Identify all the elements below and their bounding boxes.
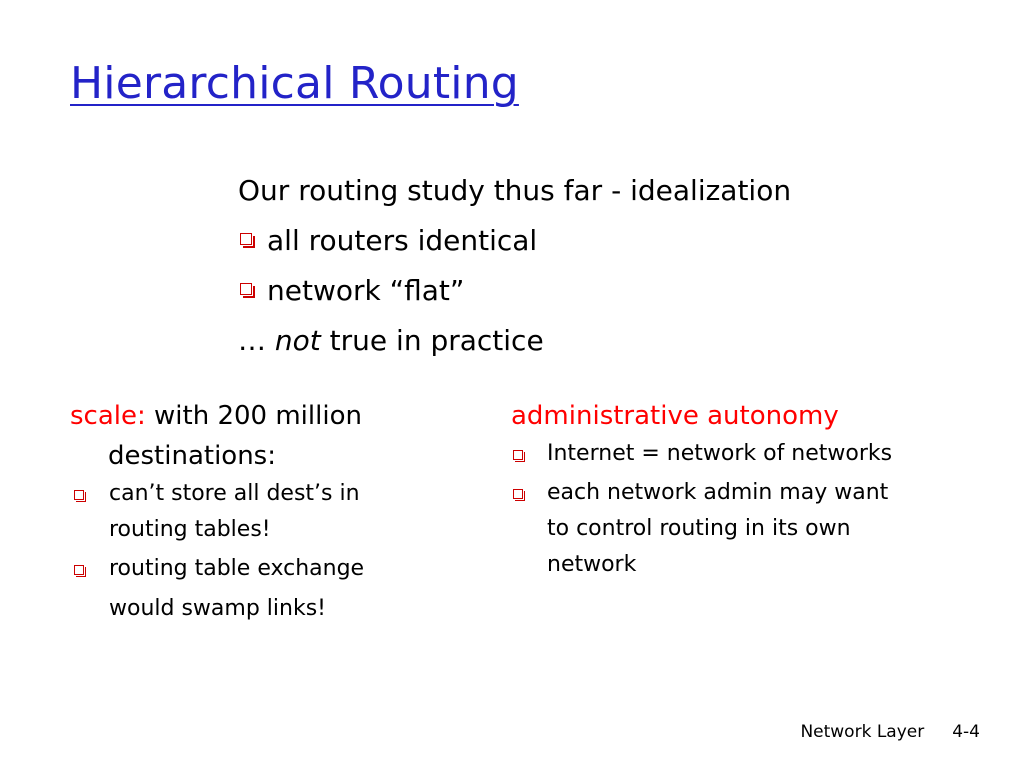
closing-rest: true in practice xyxy=(329,324,544,357)
scale-label: scale: xyxy=(70,401,146,431)
closing-prefix: … xyxy=(238,324,266,357)
list-item-line: routing tables! xyxy=(109,517,271,542)
box-bullet-icon xyxy=(513,489,523,499)
list-item-line: routing table exchange xyxy=(109,556,365,581)
list-item-line: can’t store all dest’s in xyxy=(109,481,360,506)
box-bullet-icon xyxy=(240,233,253,246)
autonomy-heading: administrative autonomy xyxy=(511,401,839,431)
box-bullet-icon xyxy=(240,283,253,296)
box-bullet-icon xyxy=(74,565,84,575)
list-item-line: would swamp links! xyxy=(109,596,326,621)
list-item-line: Internet = network of networks xyxy=(547,441,893,466)
list-item-line: to control routing in its own xyxy=(547,516,851,541)
slide-footer xyxy=(800,722,980,742)
intro-block xyxy=(238,166,791,366)
intro-bullet-text: network “flat” xyxy=(267,274,465,307)
intro-lead: Our routing study thus far - idealization xyxy=(238,174,792,207)
scale-heading-line2: destinations: xyxy=(108,441,276,471)
list-item-line: each network admin may want xyxy=(547,480,889,505)
box-bullet-icon xyxy=(513,450,523,460)
intro-bullet xyxy=(238,216,791,266)
slide-title: Hierarchical Routing xyxy=(70,58,519,109)
list-item-line: network xyxy=(547,552,637,577)
list-item xyxy=(70,476,450,548)
intro-bullet-text: all routers identical xyxy=(267,224,538,257)
intro-closing xyxy=(238,316,791,366)
autonomy-bullet-list xyxy=(511,436,991,583)
footer-section: Network Layer xyxy=(800,722,925,742)
list-item xyxy=(70,551,450,627)
closing-italic: not xyxy=(274,324,321,357)
page-number: 4-4 xyxy=(952,722,980,742)
list-item xyxy=(511,475,991,583)
scale-column xyxy=(70,396,450,627)
scale-bullet-list xyxy=(70,476,450,627)
box-bullet-icon xyxy=(74,490,84,500)
scale-heading xyxy=(70,396,450,436)
list-item xyxy=(511,436,991,472)
scale-heading-text: with 200 million xyxy=(154,401,362,431)
autonomy-column xyxy=(511,396,991,583)
intro-bullet xyxy=(238,266,791,316)
